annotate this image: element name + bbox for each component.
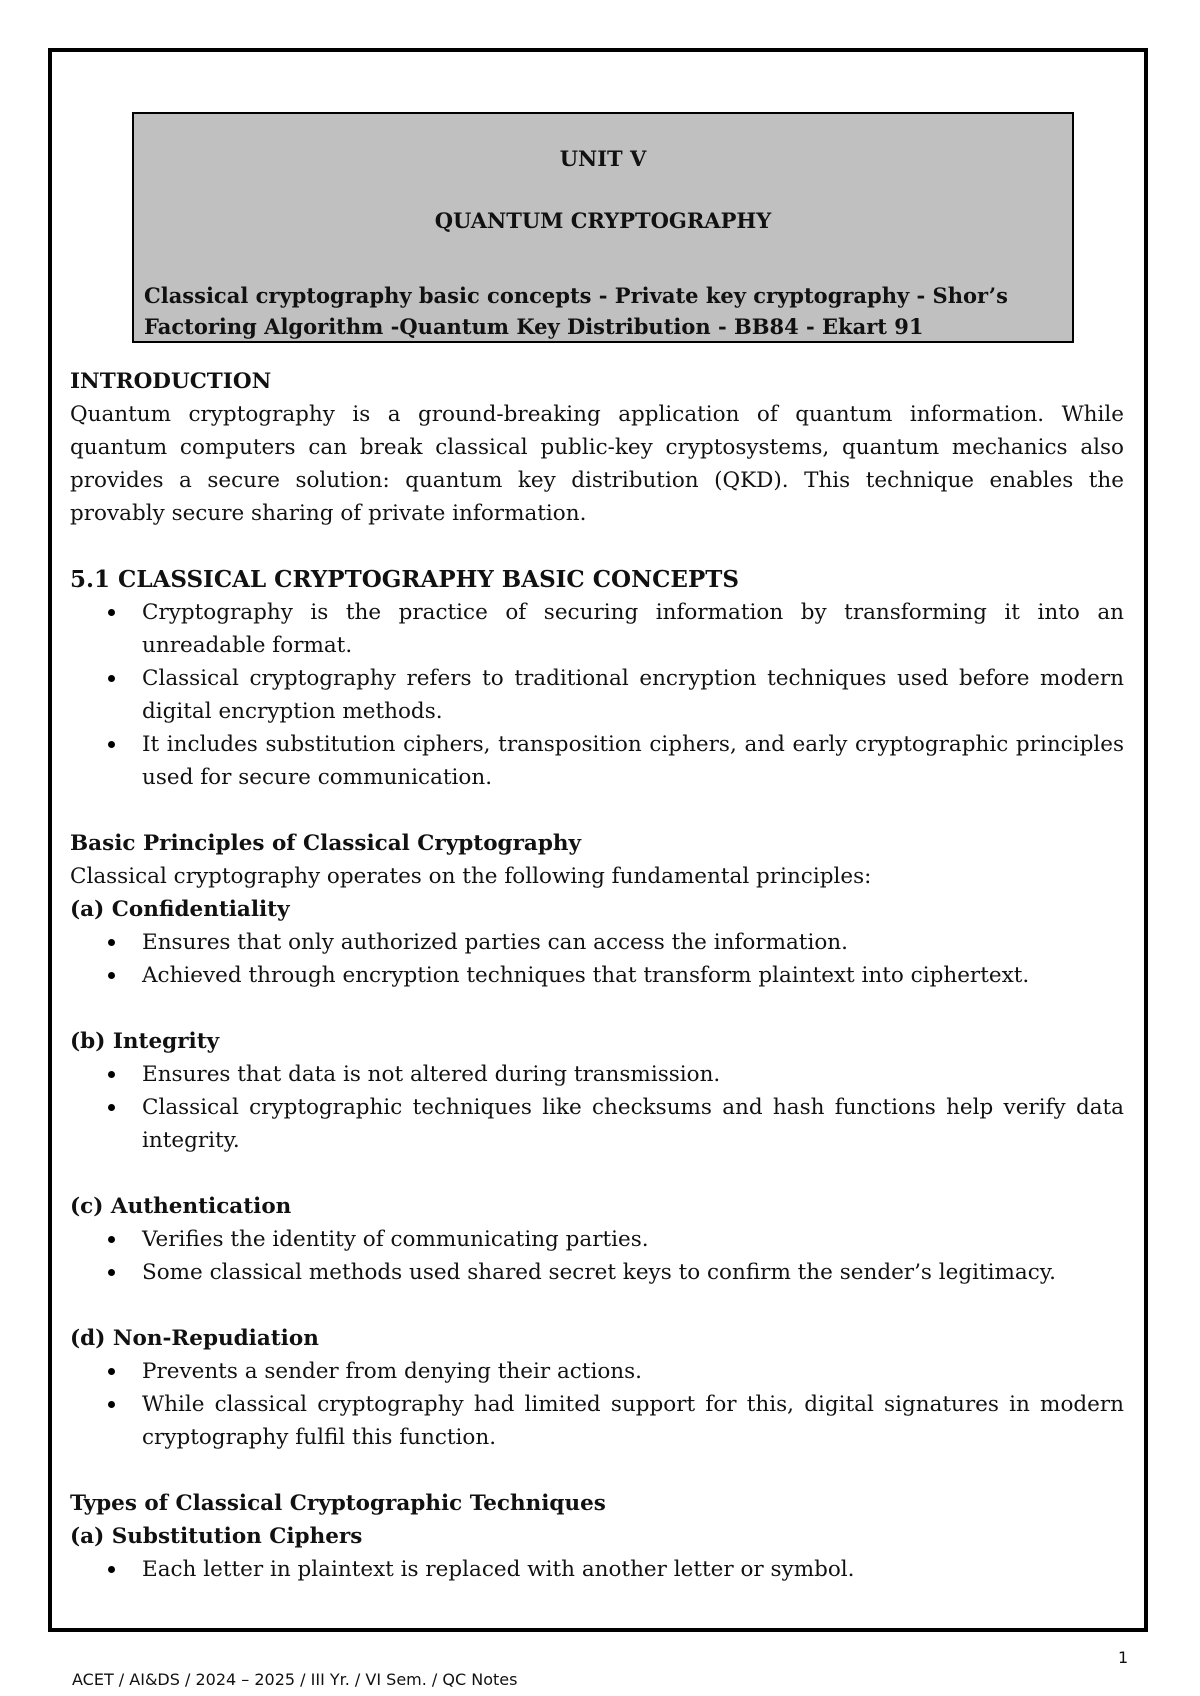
principle-bullet-list: [70, 1058, 1124, 1157]
principle-label: (d) Non-Repudiation: [70, 1326, 319, 1351]
unit-header-box: [132, 112, 1074, 343]
bullet-icon: [108, 1566, 115, 1573]
unit-topics-line-2: Factoring Algorithm -Quantum Key Distribution - BB84 - Ekart 91: [144, 314, 924, 339]
page-footer: ACET / AI&DS / 2024 – 2025 / III Yr. / VI Sem. / QC Notes: [72, 1670, 518, 1689]
principle-label: (a) Confidentiality: [70, 897, 290, 922]
unit-title: QUANTUM CRYPTOGRAPHY: [434, 208, 772, 233]
types-subheading: (a) Substitution Ciphers: [70, 1524, 363, 1549]
unit-topics: [144, 280, 1064, 342]
list-item: Classical cryptography refers to traditional encryption techniques used before modern digital encryption methods.: [70, 662, 1124, 728]
list-item: While classical cryptography had limited support for this, digital signatures in modern cryptography fulfil this function.: [70, 1388, 1124, 1454]
principle-bullet-list: [70, 926, 1124, 992]
principle-label: (c) Authentication: [70, 1194, 292, 1219]
bullet-icon: [108, 1236, 115, 1243]
bullet-icon: [108, 609, 115, 616]
bullet-icon: [108, 1401, 115, 1408]
list-item: Verifies the identity of communicating parties.: [70, 1223, 1124, 1256]
bullet-icon: [108, 972, 115, 979]
intro-paragraph: Quantum cryptography is a ground-breaking application of quantum information. While quantum computers can break classical public-key cryptosystems, quantum mechanics also provides a secure solution: quantum key distribution (QKD). This technique enables the provably secure sharing of private information.: [70, 402, 1124, 526]
bullet-icon: [108, 1368, 115, 1375]
types-heading: Types of Classical Cryptographic Techniques: [70, 1491, 606, 1516]
bullet-icon: [108, 1071, 115, 1078]
list-item: Some classical methods used shared secret keys to confirm the sender’s legitimacy.: [70, 1256, 1124, 1289]
bullet-icon: [108, 939, 115, 946]
section-heading: 5.1 CLASSICAL CRYPTOGRAPHY BASIC CONCEPTS: [70, 566, 739, 593]
intro-heading: INTRODUCTION: [70, 369, 272, 394]
list-item: Cryptography is the practice of securing information by transforming it into an unreadable format.: [70, 596, 1124, 662]
page-number: 1: [1118, 1648, 1129, 1667]
principle-label: (b) Integrity: [70, 1029, 220, 1054]
bullet-icon: [108, 1269, 115, 1276]
types-bullet-list: [70, 1553, 1124, 1586]
principle-bullet-list: [70, 1223, 1124, 1289]
page-content: [70, 365, 1124, 1586]
list-item: Ensures that data is not altered during transmission.: [70, 1058, 1124, 1091]
list-item: Each letter in plaintext is replaced with another letter or symbol.: [70, 1553, 1124, 1586]
bullet-icon: [108, 741, 115, 748]
principle-bullet-list: [70, 1355, 1124, 1454]
principles-heading: Basic Principles of Classical Cryptography: [70, 831, 581, 856]
list-item: Ensures that only authorized parties can access the information.: [70, 926, 1124, 959]
list-item: It includes substitution ciphers, transposition ciphers, and early cryptographic principles used for secure communication.: [70, 728, 1124, 794]
list-item: Classical cryptographic techniques like checksums and hash functions help verify data integrity.: [70, 1091, 1124, 1157]
section-bullet-list: [70, 596, 1124, 794]
list-item: Prevents a sender from denying their actions.: [70, 1355, 1124, 1388]
bullet-icon: [108, 675, 115, 682]
unit-number: UNIT V: [559, 146, 647, 171]
bullet-icon: [108, 1104, 115, 1111]
unit-topics-line-1: Classical cryptography basic concepts - Private key cryptography - Shor’s: [144, 283, 1008, 308]
list-item: Achieved through encryption techniques that transform plaintext into ciphertext.: [70, 959, 1124, 992]
principles-intro: Classical cryptography operates on the following fundamental principles:: [70, 864, 872, 889]
page-border: [48, 48, 1148, 1632]
